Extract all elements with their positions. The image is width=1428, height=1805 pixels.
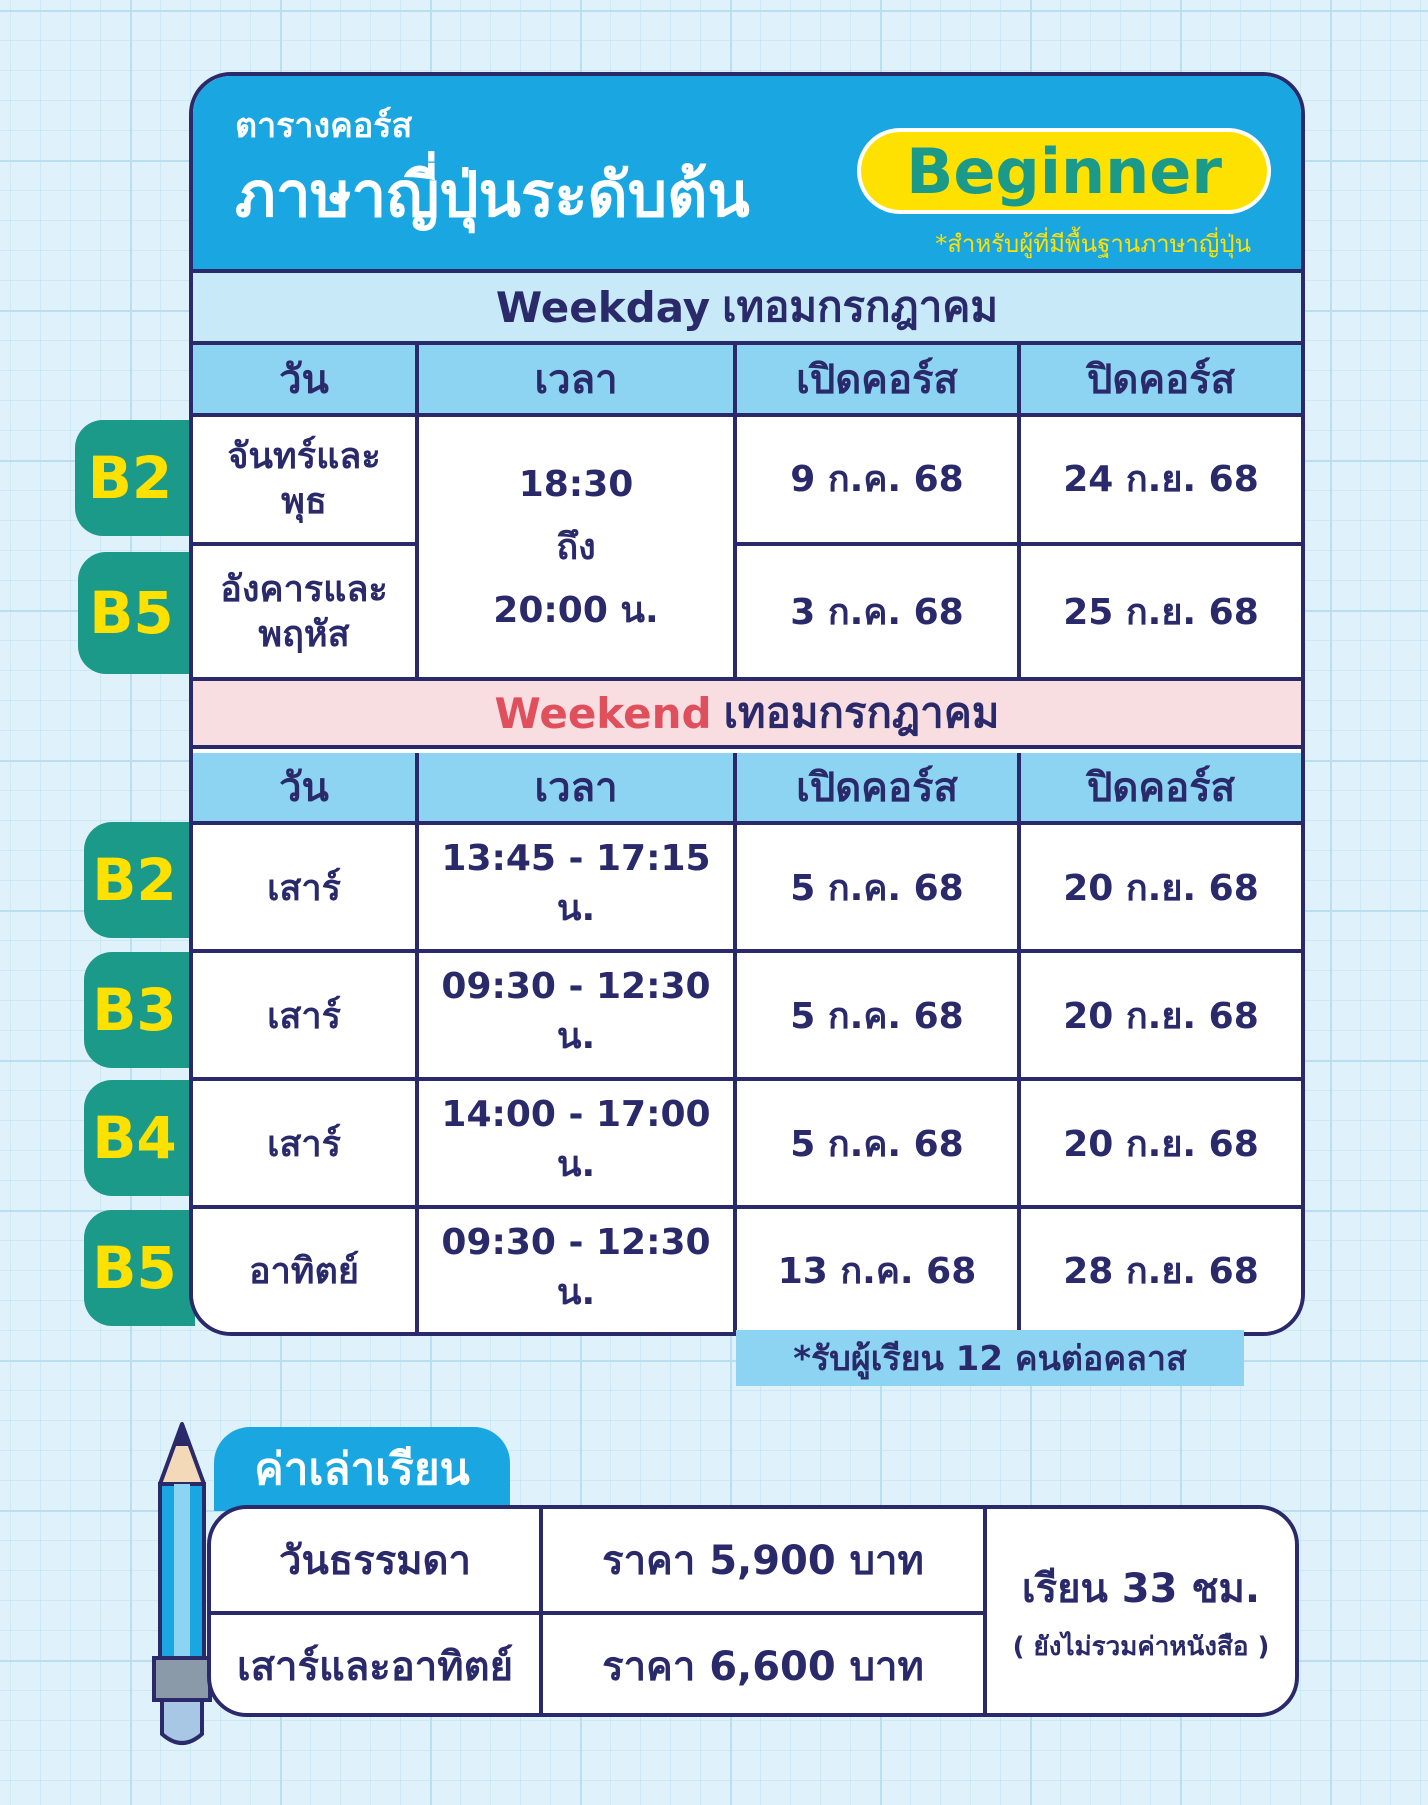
we-col-close: ปิดคอร์ส [1086, 765, 1236, 811]
weekday-grid [193, 416, 1301, 678]
weekend-b3-code: B3 [84, 952, 195, 1068]
fee-hours-note: ( ยังไม่รวมค่าหนังสือ ) [1012, 1631, 1270, 1662]
weekday-header-row [193, 345, 1301, 417]
weekday-b2-day [193, 416, 415, 542]
fee-hours [987, 1509, 1295, 1713]
fee-weekend-label: เสาร์และอาทิตย์ [236, 1644, 514, 1690]
weekend-b2-day: เสาร์ [193, 825, 419, 949]
weekday-time [419, 416, 733, 678]
weekend-row-b5 [193, 1209, 1301, 1332]
weekend-band [193, 677, 1301, 749]
weekend-row-b2 [193, 825, 1301, 953]
fee-hours-text: เรียน 33 ชม. [1021, 1565, 1261, 1612]
weekend-b4-open: 5 ก.ค. 68 [737, 1081, 1021, 1205]
weekend-b3-day: เสาร์ [193, 953, 419, 1077]
weekday-b2-code: B2 [75, 420, 195, 536]
fee-weekend-price: ราคา 6,600 บาท [602, 1644, 924, 1690]
weekday-band-label: Weekday [495, 282, 711, 332]
weekday-b5-day-line1: อังคารและ [220, 569, 388, 610]
we-col-day: วัน [193, 753, 419, 821]
weekend-b2-open: 5 ก.ค. 68 [737, 825, 1021, 949]
fee-table [207, 1505, 1299, 1717]
weekday-band-term: เทอมกรกฎาคม [722, 282, 999, 331]
weekend-b2-code: B2 [84, 822, 195, 938]
schedule-card [189, 72, 1305, 1336]
fee-weekday-price: ราคา 5,900 บาท [602, 1538, 924, 1584]
weekday-band [193, 273, 1301, 345]
weekday-b5-code: B5 [78, 552, 195, 674]
weekend-b5-day: อาทิตย์ [193, 1209, 419, 1332]
weekend-b4-code: B4 [84, 1080, 195, 1196]
weekday-b5-day-line2: พฤหัส [258, 614, 350, 655]
weekday-time-line1: 18:30 [518, 463, 634, 505]
pencil-icon [150, 1422, 214, 1752]
weekday-b5-close: 25 ก.ย. 68 [1063, 591, 1259, 633]
header [193, 76, 1301, 273]
header-title: ภาษาญี่ปุ่นระดับต้น [235, 158, 750, 231]
weekend-b4-day: เสาร์ [193, 1081, 419, 1205]
col-close: ปิดคอร์ส [1086, 357, 1236, 403]
weekday-b2-open: 9 ก.ค. 68 [790, 458, 964, 500]
weekend-b5-code: B5 [84, 1210, 195, 1326]
weekend-b2-time: 13:45 - 17:15 น. [419, 825, 737, 949]
weekday-b2-day-line2: พุธ [281, 481, 327, 522]
fee-tab: ค่าเล่าเรียน [214, 1427, 510, 1511]
weekend-header-row [193, 753, 1301, 825]
weekday-b2-close: 24 ก.ย. 68 [1063, 458, 1259, 500]
weekend-band-label: Weekend [494, 688, 712, 738]
weekend-b2-close: 20 ก.ย. 68 [1063, 867, 1259, 909]
weekend-row-b3 [193, 953, 1301, 1081]
weekend-b3-time: 09:30 - 12:30 น. [419, 953, 737, 1077]
weekend-b5-close: 28 ก.ย. 68 [1063, 1251, 1259, 1292]
weekday-b2-day-line1: จันทร์และ [227, 436, 381, 477]
weekend-b3-close: 20 ก.ย. 68 [1063, 995, 1259, 1037]
header-note: *สำหรับผู้ที่มีพื้นฐานภาษาญี่ปุ่น [935, 230, 1251, 258]
col-day: วัน [193, 345, 419, 413]
weekend-b5-open: 13 ก.ค. 68 [737, 1209, 1021, 1332]
fee-weekday-label: วันธรรมดา [279, 1538, 471, 1584]
we-col-time: เวลา [419, 753, 737, 821]
level-badge: Beginner [857, 128, 1271, 214]
weekend-row-b4 [193, 1081, 1301, 1209]
weekend-b4-time: 14:00 - 17:00 น. [419, 1081, 737, 1205]
weekend-b5-time: 09:30 - 12:30 น. [419, 1209, 737, 1332]
class-size-note: *รับผู้เรียน 12 คนต่อคลาส [736, 1330, 1244, 1386]
weekend-band-term: เทอมกรกฎาคม [723, 688, 1000, 737]
col-time: เวลา [419, 345, 737, 413]
weekday-time-line2: ถึง [556, 526, 596, 568]
weekday-time-line3: 20:00 น. [493, 589, 659, 631]
weekday-b5-open: 3 ก.ค. 68 [790, 591, 964, 633]
header-subtitle: ตารางคอร์ส [235, 106, 413, 146]
we-col-open: เปิดคอร์ส [737, 753, 1021, 821]
col-open: เปิดคอร์ส [737, 345, 1021, 413]
weekend-b4-close: 20 ก.ย. 68 [1063, 1123, 1259, 1165]
weekend-b3-open: 5 ก.ค. 68 [737, 953, 1021, 1077]
weekday-b5-day [193, 546, 415, 678]
